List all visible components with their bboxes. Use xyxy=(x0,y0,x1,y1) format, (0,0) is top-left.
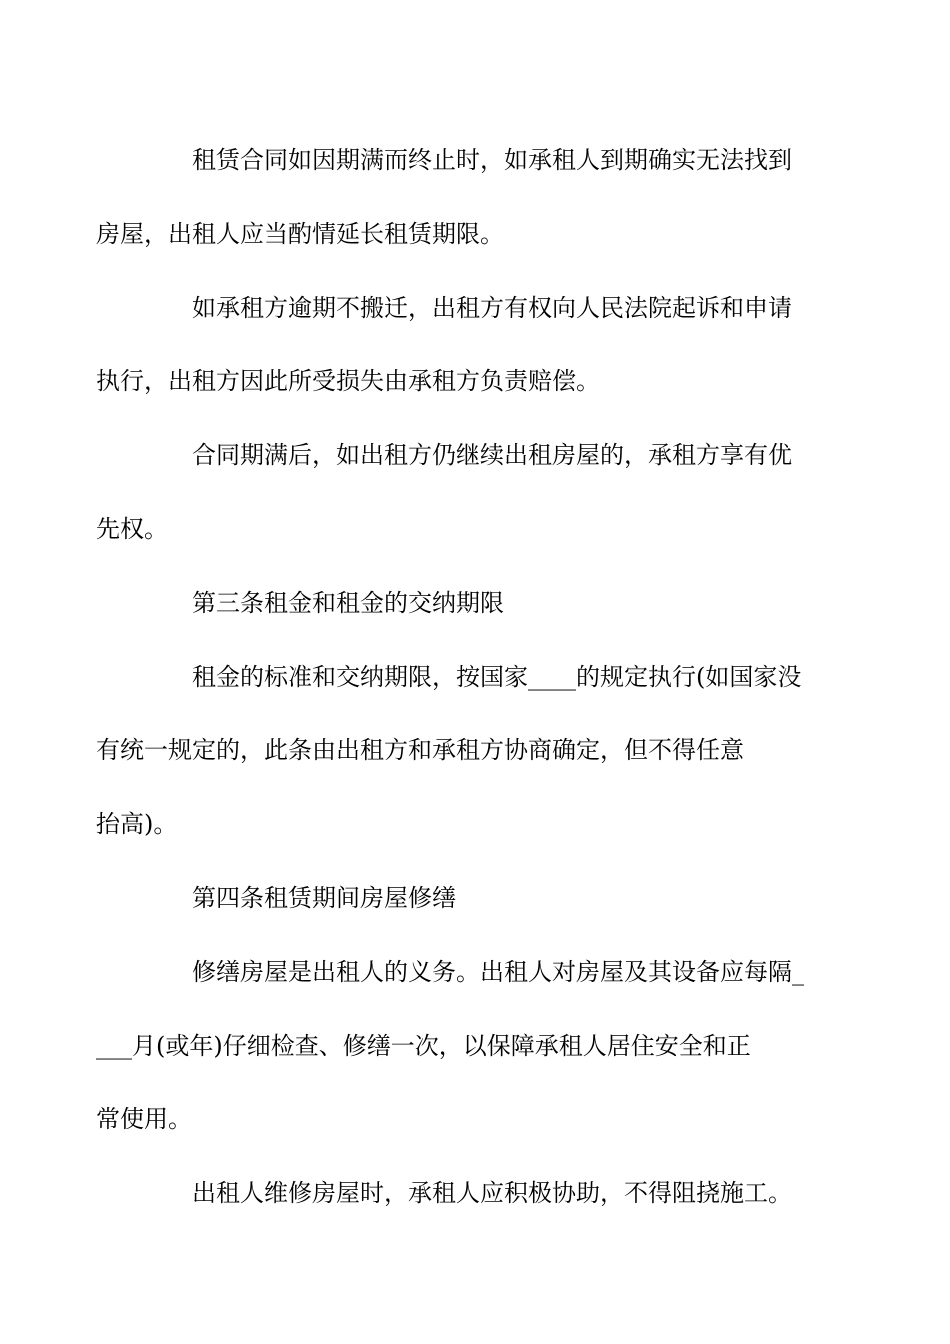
text-line: 房屋，出租人应当酌情延长租赁期限。 xyxy=(96,219,504,248)
paragraph-lease-expiry xyxy=(96,124,806,272)
paragraph-repair-cooperation xyxy=(144,1157,806,1231)
text-line: 如承租方逾期不搬迁，出租方有权向人民法院起诉和申请 xyxy=(192,293,792,322)
section-heading-article-3 xyxy=(144,567,806,641)
text-line: 出租人维修房屋时，承租人应积极协助，不得阻挠施工。 xyxy=(192,1179,792,1208)
text-line: ___月(或年)仔细检查、修缮一次，以保障承租人居住安全和正 xyxy=(96,1031,751,1060)
heading-text: 第三条租金和租金的交纳期限 xyxy=(192,588,504,617)
text-line: 有统一规定的，此条由出租方和承租方协商确定，但不得任意 xyxy=(96,736,744,765)
text-line: 租赁合同如因期满而终止时，如承租人到期确实无法找到 xyxy=(192,146,792,174)
paragraph-rent-standard xyxy=(96,641,806,862)
paragraph-repair-duty xyxy=(96,936,806,1157)
paragraph-overdue-move xyxy=(96,272,806,420)
text-line: 修缮房屋是出租人的义务。出租人对房屋及其设备应每隔_ xyxy=(192,957,804,986)
text-line: 先权。 xyxy=(96,514,168,543)
text-line: 常使用。 xyxy=(96,1105,192,1134)
paragraph-priority-right xyxy=(96,419,806,567)
section-heading-article-4 xyxy=(144,862,806,936)
text-line: 执行，出租方因此所受损失由承租方负责赔偿。 xyxy=(96,367,600,396)
text-line: 租金的标准和交纳期限，按国家____的规定执行(如国家没 xyxy=(192,662,802,691)
text-line: 抬高)。 xyxy=(96,810,178,839)
document-body xyxy=(96,124,806,1231)
heading-text: 第四条租赁期间房屋修缮 xyxy=(192,883,456,912)
text-line: 合同期满后，如出租方仍继续出租房屋的，承租方享有优 xyxy=(192,441,792,470)
